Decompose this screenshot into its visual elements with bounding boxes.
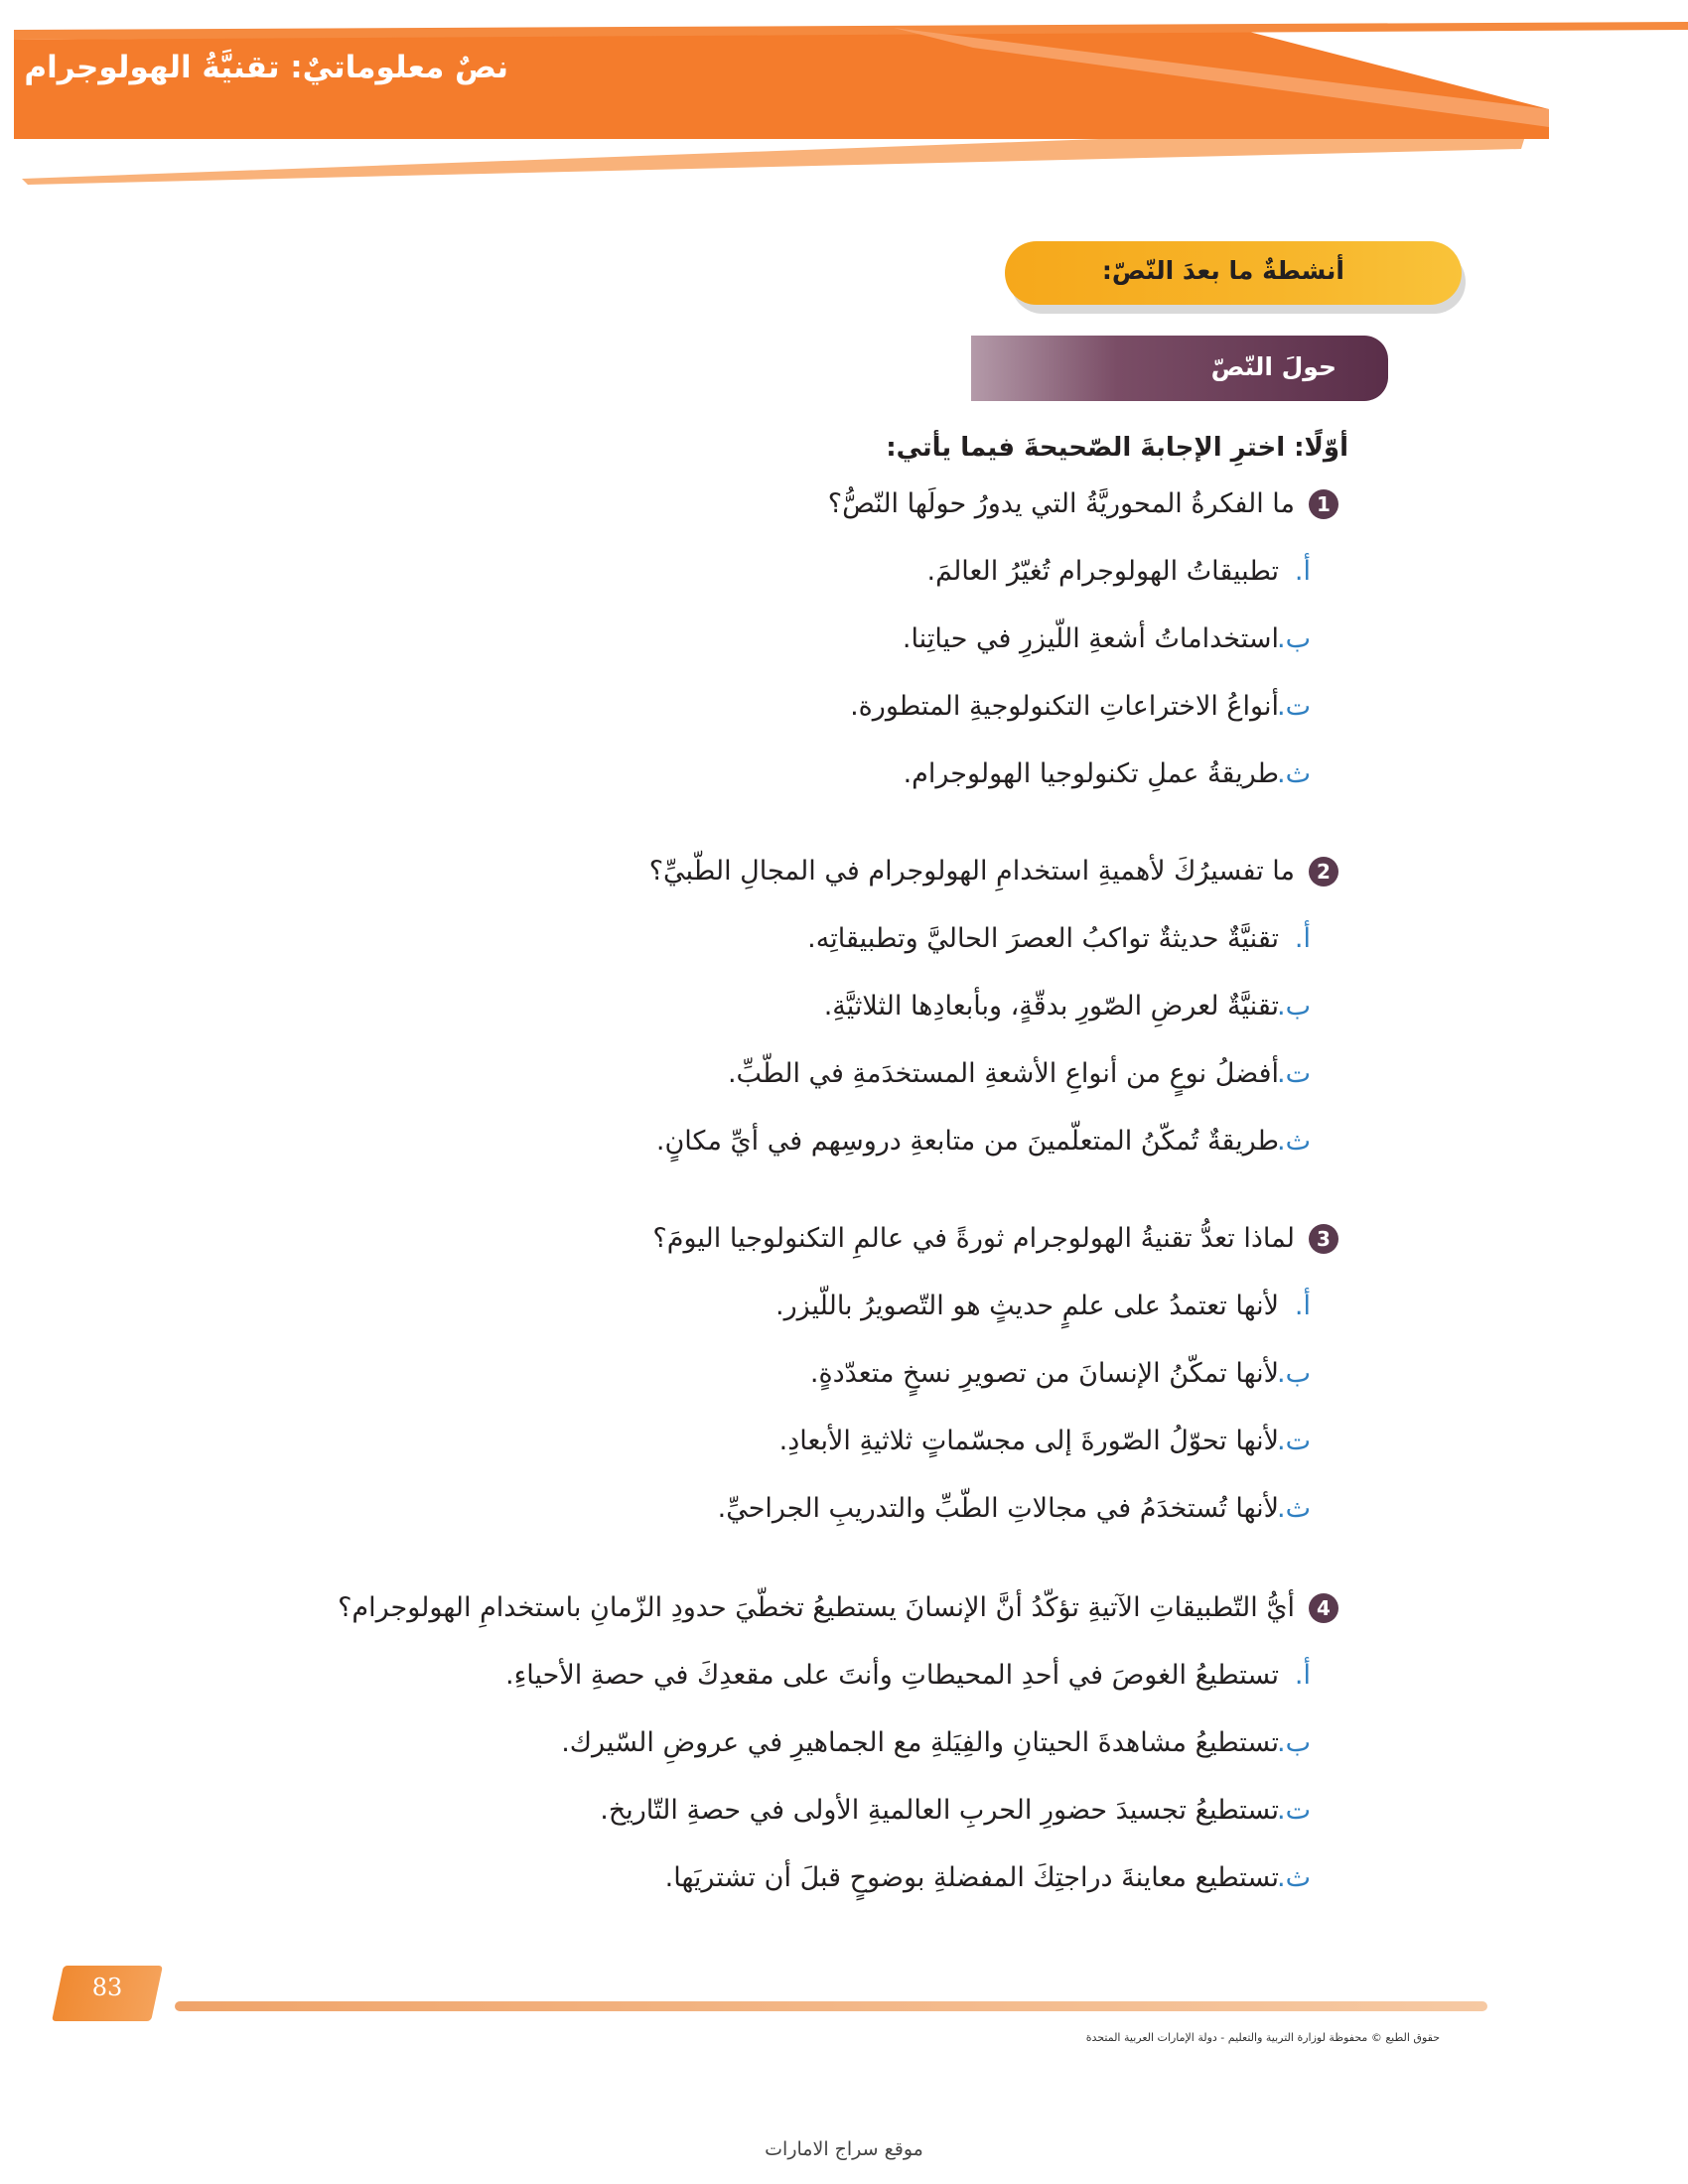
option[interactable] [779,1426,1311,1456]
option-text: تستطيع معاينةَ دراجتِكَ المفضلةِ بوضوحٍ قبلَ أن تشتريَها. [664,1862,1279,1893]
option-text: استخداماتُ أشعةِ اللّيزرِ في حياتِنا. [902,623,1279,654]
option[interactable] [807,923,1311,954]
question-text: أيُّ التّطبيقاتِ الآتيةِ تؤكّدُ أنَّ الإنسانَ يستطيعُ تخطّيَ حدودِ الزّمانِ باستخدامِ الهولوجرام؟ [338,1592,1295,1623]
site-name: موقع سراج الامارات [765,2138,923,2160]
option-text: تقنيَّةٌ لعرضِ الصّورِ بدقّةٍ، وبأبعادِها الثلاثيَّةِ. [823,991,1279,1022]
copyright-text: حقوق الطبع © محفوظة لوزارة التربية والتعليم - دولة الإمارات العربية المتحدة [1085,2031,1440,2044]
option-letter: أ. [1294,1291,1311,1321]
option-letter: ت. [1276,691,1311,722]
question-text: لماذا تعدُّ تقنيةُ الهولوجرام ثورةً في عالمِ التكنولوجيا اليومَ؟ [652,1223,1295,1254]
question-number: 4 [1309,1593,1338,1623]
question-number: 2 [1309,857,1338,887]
option-letter: ث. [1276,1126,1311,1157]
option-text: أفضلُ نوعٍ من أنواعِ الأشعةِ المستخدَمةِ في الطّبِّ. [727,1058,1279,1089]
option[interactable] [810,1358,1311,1389]
option-text: تستطيعُ تجسيدَ حضورِ الحربِ العالميةِ الأولى في حصةِ التّاريخ. [600,1795,1279,1826]
option-letter: ث. [1276,1493,1311,1524]
option-letter: ب. [1276,1727,1311,1758]
option-text: أنواعُ الاختراعاتِ التكنولوجيةِ المتطورة. [850,691,1279,722]
option[interactable] [903,623,1311,654]
option-letter: أ. [1294,923,1311,954]
option[interactable] [904,758,1311,789]
page-number: 83 [91,1974,123,2001]
section-label: حولَ النّصّ [1210,352,1336,381]
option-text: لأنها تُستخدَمُ في مجالاتِ الطّبِّ والتدريبِ الجراحيِّ. [717,1493,1279,1524]
footer-rule [175,2001,1487,2011]
option-letter: ت. [1276,1058,1311,1089]
option-text: لأنها تحوّلُ الصّورةَ إلى مجسّماتٍ ثلاثيةِ الأبعادِ. [778,1426,1279,1456]
option[interactable] [561,1727,1311,1758]
question-number: 1 [1309,489,1338,519]
option[interactable] [927,556,1311,587]
question-number: 3 [1309,1224,1338,1254]
option[interactable] [656,1126,1311,1157]
question-2 [649,856,1338,887]
option[interactable] [775,1291,1311,1321]
question-3 [652,1223,1338,1254]
option-letter: أ. [1294,556,1311,587]
header-banner [0,0,1688,199]
option-letter: ب. [1276,1358,1311,1389]
option-text: لأنها تمكّنُ الإنسانَ من تصويرِ نسخٍ متعدّدةٍ. [809,1358,1279,1389]
option[interactable] [718,1493,1311,1524]
option[interactable] [505,1660,1311,1691]
option-text: طريقةُ عملِ تكنولوجيا الهولوجرام. [903,758,1279,789]
option-letter: ت. [1276,1795,1311,1826]
option[interactable] [824,991,1311,1022]
option-text: تقنيَّةٌ حديثةٌ تواكبُ العصرَ الحاليَّ وتطبيقاتِه. [807,923,1279,954]
question-4 [338,1592,1338,1623]
option-letter: ب. [1276,991,1311,1022]
option[interactable] [665,1862,1311,1893]
option[interactable] [600,1795,1311,1826]
option-text: تستطيعُ مشاهدةَ الحيتانِ والفِيَلةِ مع الجماهيرِ في عروضِ السّيرك. [561,1727,1279,1758]
option-text: تستطيعُ الغوصَ في أحدِ المحيطاتِ وأنتَ على مقعدِكَ في حصةِ الأحياءِ. [505,1660,1279,1691]
option-letter: ت. [1276,1426,1311,1456]
option-text: تطبيقاتُ الهولوجرام تُغيّرُ العالمَ. [926,556,1279,587]
header-title: نصٌ معلوماتيٌ: تقنيَّةُ الهولوجرام [24,50,508,85]
option[interactable] [850,691,1311,722]
option-letter: أ. [1294,1660,1311,1691]
question-1 [828,488,1338,519]
option-text: طريقةٌ تُمكّنُ المتعلّمينَ من متابعةِ دروسِهم في أيِّ مكانٍ. [655,1126,1279,1157]
option-letter: ب. [1276,623,1311,654]
option-letter: ث. [1276,758,1311,789]
question-text: ما الفكرةُ المحوريَّةُ التي يدورُ حولَها النّصُّ؟ [827,488,1295,519]
instruction: أوّلًا: اخترِ الإجابةَ الصّحيحةَ فيما يأتي: [886,433,1348,463]
option-text: لأنها تعتمدُ على علمٍ حديثٍ هو التّصويرُ باللّيزر. [774,1291,1279,1321]
option[interactable] [728,1058,1311,1089]
activities-label: أنشطةٌ ما بعدَ النّصّ: [1101,256,1344,285]
option-letter: ث. [1276,1862,1311,1893]
question-text: ما تفسيرُكَ لأهميةِ استخدامِ الهولوجرام في المجالِ الطّبيِّ؟ [648,856,1295,887]
